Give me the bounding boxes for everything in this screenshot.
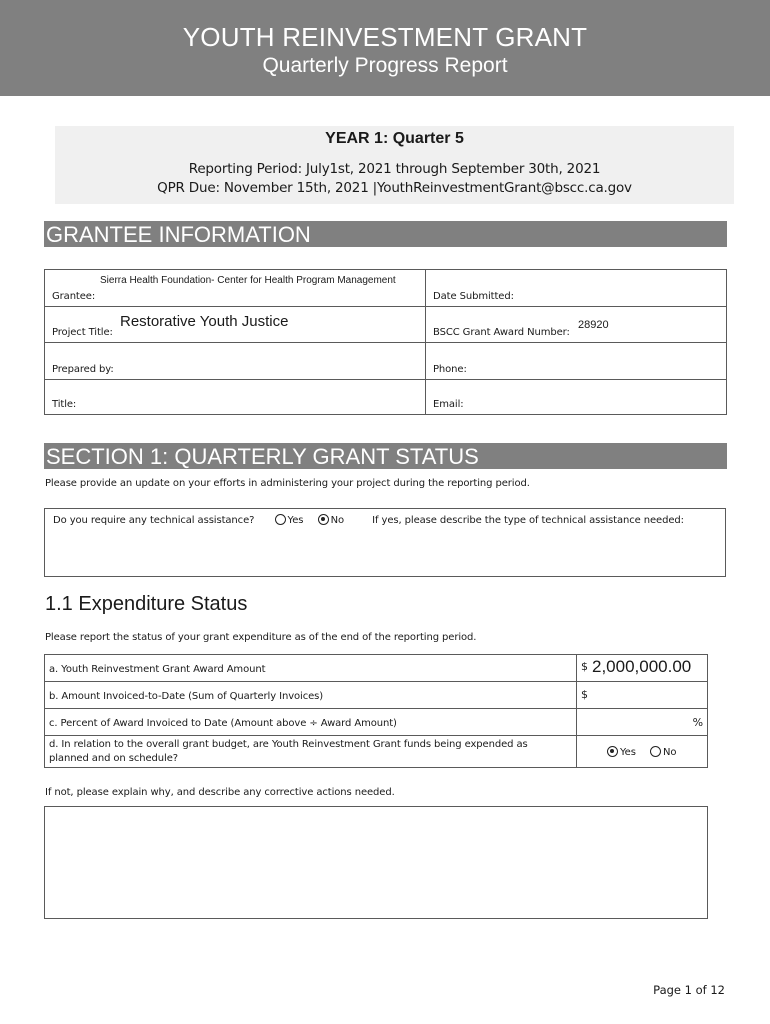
on-schedule-label-line2: planned and on schedule? bbox=[49, 753, 178, 764]
grantee-info-heading: GRANTEE INFORMATION bbox=[44, 221, 727, 247]
ta-description-field[interactable] bbox=[53, 533, 717, 570]
grantee-info-table bbox=[44, 269, 727, 415]
invoiced-label: b. Amount Invoiced-to-Date (Sum of Quarterly Invoices) bbox=[49, 691, 324, 702]
award-amount-field[interactable] bbox=[577, 655, 708, 682]
ta-yes-label: Yes bbox=[287, 515, 304, 526]
expenditure-instruction: Please report the status of your grant expenditure as of the end of the reporting period. bbox=[45, 632, 477, 643]
grantee-field[interactable] bbox=[45, 270, 426, 307]
technical-assistance-row bbox=[53, 514, 684, 526]
report-subtitle: Quarterly Progress Report bbox=[262, 54, 508, 77]
on-schedule-yes-radio[interactable] bbox=[607, 746, 618, 757]
expenditure-heading: 1.1 Expenditure Status bbox=[45, 593, 248, 615]
on-schedule-yes-option[interactable] bbox=[607, 747, 636, 758]
on-schedule-field bbox=[577, 736, 708, 768]
title-label: Title: bbox=[52, 399, 77, 410]
award-amount-label-cell bbox=[45, 655, 577, 682]
reporting-period-box bbox=[55, 126, 734, 204]
ta-no-option[interactable] bbox=[318, 515, 344, 526]
invoiced-currency: $ bbox=[581, 688, 588, 701]
percent-field[interactable] bbox=[577, 709, 708, 736]
project-title-value: Restorative Youth Justice bbox=[120, 313, 289, 330]
prepared-by-label: Prepared by: bbox=[52, 364, 114, 375]
prepared-by-field[interactable] bbox=[45, 343, 426, 380]
ta-no-label: No bbox=[330, 515, 344, 526]
year-quarter: YEAR 1: Quarter 5 bbox=[325, 130, 464, 147]
email-label: Email: bbox=[433, 399, 464, 410]
award-amount-label: a. Youth Reinvestment Grant Award Amount bbox=[49, 664, 266, 675]
on-schedule-no-option[interactable] bbox=[650, 747, 676, 758]
award-amount-value: 2,000,000.00 bbox=[592, 657, 692, 676]
percent-label-cell bbox=[45, 709, 577, 736]
section1-instruction: Please provide an update on your efforts in administering your project during the reporting period. bbox=[45, 478, 530, 489]
invoiced-field[interactable] bbox=[577, 682, 708, 709]
date-submitted-field[interactable] bbox=[426, 270, 727, 307]
award-number-label: BSCC Grant Award Number: bbox=[433, 327, 570, 338]
section1-heading: SECTION 1: QUARTERLY GRANT STATUS bbox=[44, 443, 727, 469]
report-title: YOUTH REINVESTMENT GRANT bbox=[182, 22, 588, 52]
title-field[interactable] bbox=[45, 380, 426, 415]
phone-field[interactable] bbox=[426, 343, 727, 380]
ta-question: Do you require any technical assistance? bbox=[53, 515, 255, 526]
award-number-value: 28920 bbox=[578, 319, 609, 331]
ta-yes-radio[interactable] bbox=[275, 514, 286, 525]
grantee-value: Sierra Health Foundation- Center for Health Program Management bbox=[100, 275, 396, 286]
email-field[interactable] bbox=[426, 380, 727, 415]
technical-assistance-box bbox=[44, 508, 726, 577]
reporting-period: Reporting Period: July1st, 2021 through September 30th, 2021 bbox=[188, 161, 601, 177]
award-amount-currency: $ bbox=[581, 660, 588, 673]
on-schedule-label-line1: d. In relation to the overall grant budget, are Youth Reinvestment Grant funds being expended as bbox=[49, 739, 528, 750]
expenditure-table bbox=[44, 654, 708, 768]
on-schedule-yes-label: Yes bbox=[620, 747, 636, 758]
ta-yes-option[interactable] bbox=[275, 515, 304, 526]
qpr-due: QPR Due: November 15th, 2021 |YouthReinvestmentGrant@bscc.ca.gov bbox=[157, 180, 632, 196]
phone-label: Phone: bbox=[433, 364, 467, 375]
page-number: Page 1 of 12 bbox=[653, 983, 725, 997]
ta-no-radio[interactable] bbox=[318, 514, 329, 525]
on-schedule-options bbox=[607, 746, 676, 758]
report-header bbox=[0, 0, 770, 96]
explain-prompt: If not, please explain why, and describe any corrective actions needed. bbox=[45, 787, 395, 798]
on-schedule-label-cell bbox=[45, 736, 577, 768]
grantee-label: Grantee: bbox=[52, 291, 96, 302]
on-schedule-no-radio[interactable] bbox=[650, 746, 661, 757]
ta-describe-label: If yes, please describe the type of technical assistance needed: bbox=[372, 515, 684, 526]
invoiced-label-cell bbox=[45, 682, 577, 709]
corrective-actions-field[interactable] bbox=[44, 806, 708, 919]
on-schedule-no-label: No bbox=[663, 747, 677, 758]
project-title-label: Project Title: bbox=[52, 327, 113, 338]
percent-label: c. Percent of Award Invoiced to Date (Amount above ÷ Award Amount) bbox=[49, 718, 397, 729]
award-number-field[interactable] bbox=[426, 307, 727, 343]
date-submitted-label: Date Submitted: bbox=[433, 291, 514, 302]
project-title-field[interactable] bbox=[45, 307, 426, 343]
percent-suffix: % bbox=[692, 716, 703, 729]
